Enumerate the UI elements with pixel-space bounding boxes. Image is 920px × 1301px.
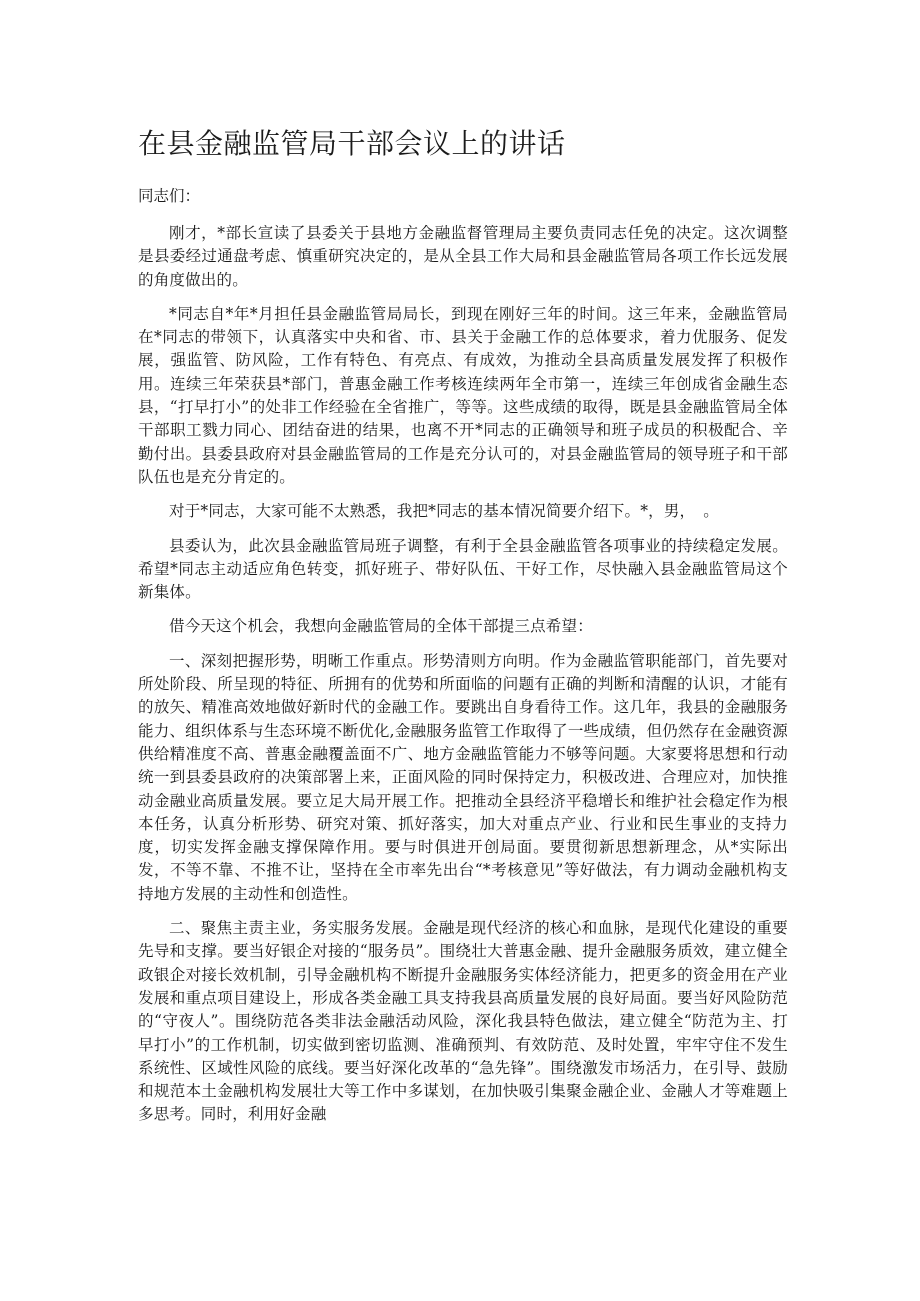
paragraph: 借今天这个机会，我想向金融监管局的全体干部提三点希望： (169, 617, 593, 636)
paragraph: 县委认为，此次县金融监管局班子调整，有利于全县金融监管各项事业的持续稳定发展。希望*同志主动适应角色转变，抓好班子、带好队伍、干好工作，尽快融入县金融监管局这个新集体。 (138, 536, 788, 602)
salutation: 同志们： (138, 187, 201, 205)
paragraph: 二、聚焦主责主业，务实服务发展。金融是现代经济的核心和血脉，是现代化建设的重要先导和支撑。要当好银企对接的“服务员”。围绕壮大普惠金融、提升金融服务质效，建立健全政银企对接长效机制，引导金融机构不断提升金融服务实体经济能力，把更多的资金用在产业发展和重点项目建设上，形成各类金融工具支持我县高质量发展的良好局面。要当好风险防范的“守夜人”。围绕防范各类非法金融活动风险，深化我县特色做法，建立健全“防范为主、打早打小”的工作机制，切实做到密切监测、准确预判、有效防范、及时处置，牢牢守住不发生系统性、区域性风险的底线。要当好深化改革的“急先锋”。围绕激发市场活力，在引导、鼓励和规范本土金融机构发展壮大等工作中多谋划，在加快吸引集聚金融企业、金融人才等难题上多思考。同时，利用好金融 (138, 919, 788, 1124)
paragraph: 刚才，*部长宣读了县委关于县地方金融监督管理局主要负责同志任免的决定。这次调整是县委经过通盘考虑、慎重研究决定的，是从全县工作大局和县金融监管局各项工作长远发展的角度做出的。 (138, 224, 788, 289)
paragraph: 一、深刻把握形势，明晰工作重点。形势清则方向明。作为金融监管职能部门，首先要对所处阶段、所呈现的特征、所拥有的优势和所面临的问题有正确的判断和清醒的认识，才能有的放矢、精准高效地做好新时代的金融工作。要跳出自身看待工作。这几年，我县的金融服务能力、组织体系与生态环境不断优化,金融服务监管工作取得了一些成绩，但仍然存在金融资源供给精准度不高、普惠金融覆盖面不广、地方金融监管能力不够等问题。大家要将思想和行动统一到县委县政府的决策部署上来，正面风险的同时保持定力，积极改进、合理应对，加快推动金融业高质量发展。要立足大局开展工作。把推动全县经济平稳增长和维护社会稳定作为根本任务，认真分析形势、研究对策、抓好落实，加大对重点产业、行业和民生事业的支持力度，切实发挥金融支撑保障作用。要与时俱进开创局面。要贯彻新思想新理念，从*实际出发，不等不靠、不推不让，坚持在全市率先出台“*考核意见”等好做法，有力调动金融机构支持地方发展的主动性和创造性。 (138, 651, 788, 903)
page-title: 在县金融监管局干部会议上的讲话 (138, 127, 566, 160)
document-page (138, 122, 788, 1138)
paragraph: 对于*同志，大家可能不太熟悉，我把*同志的基本情况简要介绍下。*，男， 。 (169, 502, 719, 521)
paragraph: *同志自*年*月担任县金融监管局局长，到现在刚好三年的时间。这三年来，金融监管局在*同志的带领下，认真落实中央和省、市、县关于金融工作的总体要求，着力优服务、促发展，强监管、防风险，工作有特色、有亮点、有成效，为推动全县高质量发展发挥了积极作用。连续三年荣获县*部门，普惠金融工作考核连续两年全市第一，连续三年创成省金融生态县，“打早打小”的处非工作经验在全省推广，等等。这些成绩的取得，既是县金融监管局全体干部职工戮力同心、团结奋进的结果，也离不开*同志的正确领导和班子成员的积极配合、辛勤付出。县委县政府对县金融监管局的工作是充分认可的，对县金融监管局的领导班子和干部队伍也是充分肯定的。 (138, 304, 788, 486)
